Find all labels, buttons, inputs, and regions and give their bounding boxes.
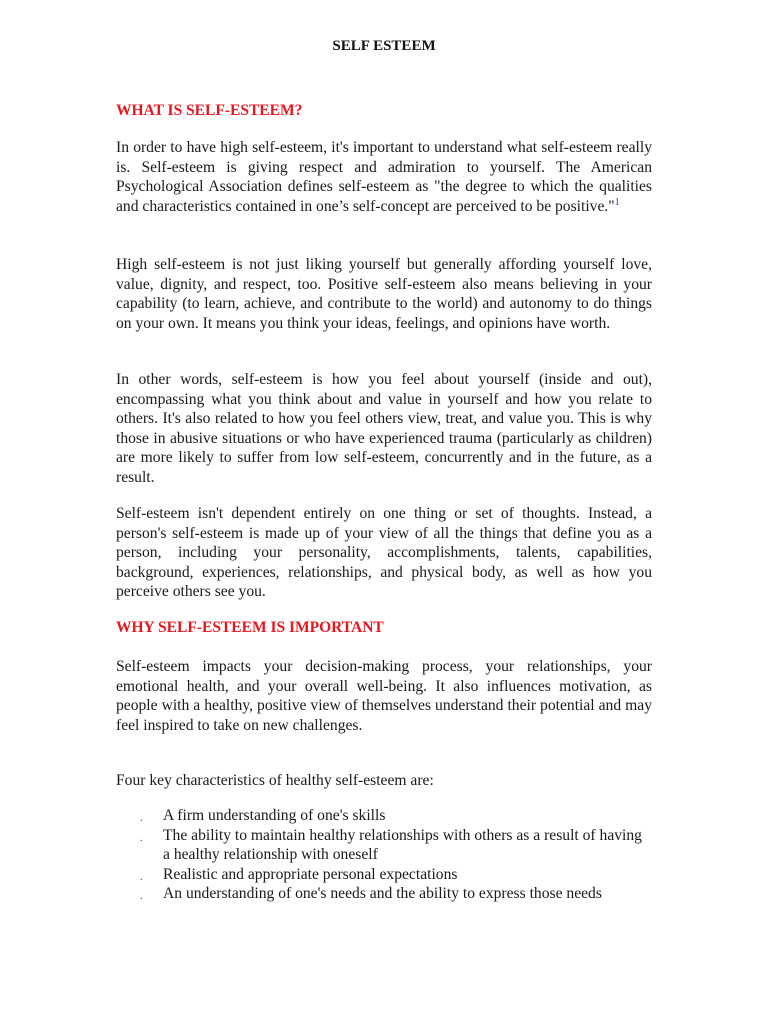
paragraph-high-self-esteem: High self-esteem is not just liking yourself but generally affording yourself love, value, dignity, and respect, too. Positive self-esteem also means believing in your capability (to learn, achieve, and contribute to the world) and autonomy to do things on your own. It means you think your ideas, feelings, and opinions have worth. <box>116 256 652 332</box>
list-item <box>116 806 652 826</box>
document-title: SELF ESTEEM <box>332 38 436 54</box>
section-heading-why-important: WHY SELF-ESTEEM IS IMPORTANT <box>116 619 384 636</box>
bullet-marker: . <box>140 813 143 824</box>
list-intro: Four key characteristics of healthy self-esteem are: <box>116 772 434 789</box>
footnote-reference[interactable]: 1 <box>614 196 620 208</box>
bullet-marker: . <box>140 832 143 844</box>
list-item <box>116 865 652 885</box>
section-heading-what-is-self-esteem: WHAT IS SELF-ESTEEM? <box>116 102 303 119</box>
paragraph-impacts: Self-esteem impacts your decision-making process, your relationships, your emotional health, and your overall well-being. It also influences motivation, as people with a healthy, positive view of themselves understand their potential and may feel inspired to take on new challenges. <box>116 658 652 734</box>
bullet-marker: . <box>140 891 143 903</box>
list-item-text: An understanding of one's needs and the ability to express those needs <box>163 885 602 903</box>
bullet-marker: . <box>140 871 143 883</box>
paragraph-other-words: In other words, self-esteem is how you feel about yourself (inside and out), encompassing what you think about and value in yourself and how you relate to others. It's also related to how you feel others view, treat, and value you. This is why those in abusive situations or who have experienced trauma (particularly as children) are more likely to suffer from low self-esteem, concurrently and in the future, as a result. <box>116 371 652 486</box>
characteristics-list <box>116 806 652 904</box>
list-item-text: Realistic and appropriate personal expectations <box>163 865 458 883</box>
list-item <box>116 884 652 904</box>
paragraph-not-dependent: Self-esteem isn't dependent entirely on one thing or set of thoughts. Instead, a person's self-esteem is made up of your view of all the things that define you as a person, including your personality, accomplishments, talents, capabilities, background, experiences, relationships, and physical body, as well as how you perceive others see you. <box>116 505 652 601</box>
list-item-text: The ability to maintain healthy relationships with others as a result of having a healthy relationship with oneself <box>163 826 642 864</box>
list-item <box>116 826 652 865</box>
list-item-text: A firm understanding of one's skills <box>163 807 386 824</box>
paragraph-definition <box>116 138 652 216</box>
paragraph-definition-text: In order to have high self-esteem, it's important to understand what self-esteem really is. Self-esteem is giving respect and admiration to yourself. The American Psychological Association defines self-esteem as "the degree to which the qualities and characteristics contained in one’s self-concept are perceived to be positive." <box>116 139 652 215</box>
